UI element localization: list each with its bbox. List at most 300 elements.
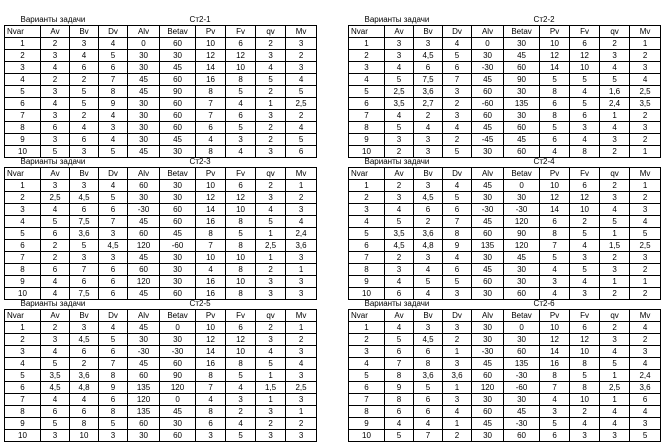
table-cell: 3	[256, 146, 286, 158]
column-header: Alv	[472, 168, 504, 180]
table-cell: 60	[128, 418, 160, 430]
table-cell: 6	[99, 346, 128, 358]
table-cell: 5	[443, 146, 472, 158]
column-header: Dv	[443, 26, 472, 38]
table-cell: 4	[349, 358, 385, 370]
table-cell: 5	[570, 370, 600, 382]
table-cell: 3	[256, 50, 286, 62]
table-cell: 30	[472, 50, 504, 62]
table-cell: 8	[70, 418, 99, 430]
table-cell: 4	[443, 180, 472, 192]
table-title-row	[349, 14, 661, 26]
table-cell: 12	[226, 334, 256, 346]
table-cell: 4,5	[414, 334, 443, 346]
table-cell: 4	[99, 180, 128, 192]
column-header: Bv	[414, 26, 443, 38]
table-row	[349, 252, 661, 264]
table-cell: 4	[600, 62, 630, 74]
table-cell: 3	[600, 430, 630, 442]
column-header: Pv	[196, 26, 226, 38]
table-cell: 3	[226, 394, 256, 406]
table-cell: 1	[349, 38, 385, 50]
table-cell: 2	[443, 134, 472, 146]
table-cell: 6	[41, 264, 70, 276]
column-header: Mv	[286, 168, 317, 180]
table-cell: -30	[504, 204, 540, 216]
table-cell: 4,8	[70, 382, 99, 394]
table-cell: 1	[286, 264, 317, 276]
table-cell: 3	[385, 192, 414, 204]
table-cell: 3	[286, 288, 317, 300]
table-cell: 3	[226, 134, 256, 146]
table-cell: 4	[570, 240, 600, 252]
table-cell: 2,5	[600, 382, 630, 394]
table-cell: 60	[160, 288, 196, 300]
table-cell: 3	[570, 288, 600, 300]
table-cell: 45	[160, 406, 196, 418]
column-header: Av	[385, 168, 414, 180]
table-row	[349, 358, 661, 370]
table-cell: 3	[196, 430, 226, 442]
table-cell: 10	[5, 430, 41, 442]
table-title-row	[5, 298, 317, 310]
table-cell: 60	[504, 346, 540, 358]
table-cell: 7	[70, 264, 99, 276]
table-cell: 4	[414, 418, 443, 430]
table-cell: 3	[630, 204, 661, 216]
table-cell: 3	[286, 394, 317, 406]
table-cell: 5	[286, 86, 317, 98]
table-cell: 60	[472, 86, 504, 98]
table-cell: 4	[41, 98, 70, 110]
column-header: Fv	[570, 26, 600, 38]
column-header: Dv	[99, 26, 128, 38]
table-cell: 3	[414, 252, 443, 264]
table-cell: 30	[128, 50, 160, 62]
table-cell: 1	[256, 228, 286, 240]
table-cell: 3	[349, 62, 385, 74]
table-cell: 10	[196, 38, 226, 50]
table-cell: 4,5	[70, 334, 99, 346]
table-cell: 2	[443, 334, 472, 346]
table-cell: 30	[472, 322, 504, 334]
table-row	[5, 134, 317, 146]
table-cell: 7	[443, 216, 472, 228]
table-cell: 5	[349, 86, 385, 98]
table-cell: 3	[41, 50, 70, 62]
table-cell: 2,4	[600, 98, 630, 110]
table-row	[349, 346, 661, 358]
table-cell: 8	[385, 394, 414, 406]
table-cell: -60	[472, 98, 504, 110]
variants-table-6	[348, 298, 660, 442]
column-header: qv	[600, 310, 630, 322]
table-cell: 5	[443, 276, 472, 288]
table-cell: 3,6	[286, 240, 317, 252]
table-cell: 90	[504, 228, 540, 240]
table-cell: 10	[540, 180, 570, 192]
table-cell: 9	[443, 240, 472, 252]
table-cell: 4	[349, 216, 385, 228]
table-cell: 1	[5, 38, 41, 50]
table-row	[5, 74, 317, 86]
table-cell: 6	[540, 98, 570, 110]
table-cell: 2	[5, 192, 41, 204]
table-header-row	[349, 168, 661, 180]
table-cell: 2	[414, 216, 443, 228]
table-cell: 45	[472, 180, 504, 192]
table-cell: 30	[504, 86, 540, 98]
table-cell: 10	[226, 204, 256, 216]
table-cell: 30	[128, 110, 160, 122]
column-header: Alv	[472, 310, 504, 322]
table-cell: 8	[196, 146, 226, 158]
table-cell: 8	[226, 74, 256, 86]
table-cell: 2	[443, 98, 472, 110]
table-cell: 6	[414, 406, 443, 418]
table-cell: 6	[99, 288, 128, 300]
table-cell: 5	[443, 50, 472, 62]
table-cell: 120	[504, 216, 540, 228]
table-cell: 10	[570, 346, 600, 358]
table-title: Варианты задачи	[20, 298, 86, 308]
table-cell: 2	[630, 192, 661, 204]
table-cell: 30	[160, 252, 196, 264]
table-cell: 5	[41, 216, 70, 228]
table-cell: 45	[128, 216, 160, 228]
table-cell: 4,5	[414, 192, 443, 204]
table-cell: 6	[443, 264, 472, 276]
table-row	[349, 180, 661, 192]
column-header: Fv	[570, 168, 600, 180]
table-cell: 6	[41, 228, 70, 240]
table-cell: 6	[570, 322, 600, 334]
table-cell: 135	[472, 240, 504, 252]
table-cell: 30	[472, 394, 504, 406]
table-cell: 5	[600, 74, 630, 86]
table-cell: 3,5	[630, 98, 661, 110]
table-row	[5, 382, 317, 394]
table-cell: 3	[41, 86, 70, 98]
table-row	[5, 86, 317, 98]
table-cell: 5	[540, 122, 570, 134]
table-cell: 3,6	[414, 228, 443, 240]
table-cell: 45	[504, 406, 540, 418]
column-header: Alv	[472, 26, 504, 38]
table-cell: 30	[160, 146, 196, 158]
table-cell: 3	[256, 406, 286, 418]
table-cell: 4	[286, 122, 317, 134]
table-cell: 1	[5, 322, 41, 334]
table-cell: 45	[128, 146, 160, 158]
table-cell: 4	[256, 62, 286, 74]
table-cell: -60	[504, 382, 540, 394]
table-row	[349, 122, 661, 134]
table-cell: 2	[256, 86, 286, 98]
table-cell: 7	[540, 382, 570, 394]
column-header: Mv	[630, 310, 661, 322]
table-cell: 3	[443, 322, 472, 334]
table-cell: 3	[99, 228, 128, 240]
table-cell: 2	[385, 146, 414, 158]
table-cell: 3,6	[70, 228, 99, 240]
table-cell: 6	[5, 382, 41, 394]
table-cell: 2	[5, 334, 41, 346]
table-cell: 8	[540, 370, 570, 382]
column-header: Fv	[226, 26, 256, 38]
table-header-row	[5, 168, 317, 180]
table-cell: 30	[504, 334, 540, 346]
table-cell: 10	[226, 252, 256, 264]
table-header-row	[5, 310, 317, 322]
table-cell: 2	[256, 134, 286, 146]
table-cell: 2	[70, 358, 99, 370]
table-cell: 2	[349, 192, 385, 204]
table-cell: 2,7	[414, 98, 443, 110]
table-cell: 2	[286, 192, 317, 204]
table-cell: 5	[41, 358, 70, 370]
table-cell: 6	[286, 146, 317, 158]
table-cell: 7	[99, 358, 128, 370]
table-cell: 3	[70, 146, 99, 158]
table-cell: 6	[349, 382, 385, 394]
table-cell: 6	[99, 394, 128, 406]
table-cell: 3	[414, 322, 443, 334]
table-cell: 2	[349, 334, 385, 346]
table-cell: 2	[630, 134, 661, 146]
table-cell: 10	[196, 322, 226, 334]
column-header: Fv	[570, 310, 600, 322]
table-cell: 4	[600, 406, 630, 418]
table-row	[5, 346, 317, 358]
table-cell: 8	[5, 122, 41, 134]
table-cell: 4	[5, 216, 41, 228]
table-title-row	[349, 298, 661, 310]
table-cell: 6	[385, 288, 414, 300]
table-row	[5, 228, 317, 240]
table-cell: 3	[41, 134, 70, 146]
table-cell: -30	[472, 346, 504, 358]
column-header: Pv	[540, 168, 570, 180]
table-cell: 4	[540, 288, 570, 300]
table-cell: 4	[600, 418, 630, 430]
table-cell: 3	[286, 252, 317, 264]
table-cell: 90	[160, 370, 196, 382]
table-row	[349, 430, 661, 442]
table-cell: 60	[160, 98, 196, 110]
table-cell: 0	[160, 322, 196, 334]
table-cell: 4	[385, 418, 414, 430]
table-row	[349, 240, 661, 252]
table-cell: 14	[540, 62, 570, 74]
table-cell: 2	[226, 406, 256, 418]
table-cell: 45	[504, 50, 540, 62]
table-cell: 60	[160, 38, 196, 50]
table-cell: 30	[160, 334, 196, 346]
table-cell: 8	[99, 370, 128, 382]
column-header: Nvar	[349, 26, 385, 38]
table-cell: 10	[70, 430, 99, 442]
table-cell: 4	[630, 322, 661, 334]
table-cell: 2	[256, 122, 286, 134]
table-cell: 6	[349, 98, 385, 110]
table-cell: 1	[630, 180, 661, 192]
table-cell: 45	[128, 322, 160, 334]
table-cell: 3	[41, 180, 70, 192]
column-header: Alv	[128, 168, 160, 180]
table-cell: 9	[349, 276, 385, 288]
table-cell: 9	[99, 98, 128, 110]
table-cell: 16	[196, 276, 226, 288]
table-cell: 4	[630, 74, 661, 86]
table-cell: 45	[128, 252, 160, 264]
table-code: Ст2-5	[189, 298, 211, 308]
table-cell: -30	[472, 62, 504, 74]
table-cell: 2	[70, 110, 99, 122]
table-cell: 1	[443, 418, 472, 430]
table-cell: 12	[226, 50, 256, 62]
table-cell: 2	[443, 430, 472, 442]
table-cell: 5	[99, 146, 128, 158]
table-cell: 3,6	[70, 370, 99, 382]
table-cell: 6	[226, 322, 256, 334]
table-cell: 2,5	[256, 240, 286, 252]
table-cell: 2,5	[286, 382, 317, 394]
table-cell: 5	[41, 418, 70, 430]
table-cell: 3	[5, 62, 41, 74]
table-cell: 135	[504, 358, 540, 370]
table-cell: 4	[600, 204, 630, 216]
table-cell: 6	[5, 98, 41, 110]
column-header: Av	[41, 26, 70, 38]
column-header: Mv	[286, 310, 317, 322]
table-cell: 30	[160, 264, 196, 276]
column-header: Bv	[414, 310, 443, 322]
table-cell: 6	[70, 134, 99, 146]
column-header: Bv	[70, 168, 99, 180]
column-header: Nvar	[5, 168, 41, 180]
table-cell: 5	[349, 370, 385, 382]
variants-table	[4, 156, 317, 300]
table-cell: 5	[226, 228, 256, 240]
table-cell: 3	[540, 406, 570, 418]
table-cell: 1	[600, 276, 630, 288]
table-cell: 14	[540, 346, 570, 358]
table-cell: 6	[540, 134, 570, 146]
table-cell: 5	[99, 192, 128, 204]
table-cell: 4	[540, 264, 570, 276]
table-cell: 4,5	[41, 382, 70, 394]
table-cell: 2	[630, 288, 661, 300]
table-cell: -45	[472, 134, 504, 146]
table-cell: 5	[414, 382, 443, 394]
table-cell: 8	[5, 406, 41, 418]
table-cell: 2,4	[630, 370, 661, 382]
table-cell: 30	[472, 146, 504, 158]
table-cell: 8	[196, 86, 226, 98]
table-cell: 30	[504, 264, 540, 276]
table-cell: 8	[349, 406, 385, 418]
table-cell: 5	[226, 370, 256, 382]
table-cell: 3	[349, 346, 385, 358]
table-cell: 2	[385, 180, 414, 192]
table-cell: 120	[128, 394, 160, 406]
table-cell: 7	[414, 430, 443, 442]
table-cell: 4	[570, 276, 600, 288]
table-cell: 4	[414, 122, 443, 134]
table-cell: 7	[5, 110, 41, 122]
table-cell: 1	[443, 382, 472, 394]
table-title-row	[349, 156, 661, 168]
table-cell: 4	[630, 216, 661, 228]
table-cell: 6	[540, 216, 570, 228]
table-cell: 3	[70, 38, 99, 50]
table-cell: 1	[256, 370, 286, 382]
table-cell: 2	[600, 38, 630, 50]
table-cell: 5	[443, 192, 472, 204]
table-cell: 7,5	[414, 74, 443, 86]
table-cell: 4	[41, 204, 70, 216]
table-cell: 2	[41, 240, 70, 252]
table-cell: 4	[99, 38, 128, 50]
table-cell: 60	[160, 74, 196, 86]
table-code: Ст2-3	[189, 156, 211, 166]
table-cell: 3	[5, 346, 41, 358]
table-cell: 7	[196, 240, 226, 252]
table-cell: 4	[226, 418, 256, 430]
table-title: Варианты задачи	[364, 156, 430, 166]
table-cell: 3	[570, 122, 600, 134]
column-header: Bv	[70, 310, 99, 322]
table-cell: 4	[5, 358, 41, 370]
table-row	[349, 98, 661, 110]
table-cell: 1	[443, 346, 472, 358]
table-cell: 3	[256, 288, 286, 300]
table-cell: 1,5	[256, 382, 286, 394]
table-cell: 2	[70, 74, 99, 86]
table-cell: 30	[128, 192, 160, 204]
variants-table	[348, 156, 661, 300]
table-cell: 3,6	[414, 370, 443, 382]
table-row	[349, 322, 661, 334]
table-cell: 4	[41, 346, 70, 358]
table-cell: 16	[196, 74, 226, 86]
table-row	[5, 358, 317, 370]
table-cell: 6	[385, 346, 414, 358]
column-header: Alv	[128, 310, 160, 322]
table-cell: 2	[385, 252, 414, 264]
table-cell: 8	[570, 146, 600, 158]
table-cell: 60	[128, 264, 160, 276]
table-row	[5, 180, 317, 192]
table-cell: 30	[504, 192, 540, 204]
table-cell: 30	[128, 134, 160, 146]
table-cell: 5	[385, 430, 414, 442]
table-cell: 4	[385, 322, 414, 334]
table-row	[5, 62, 317, 74]
table-cell: 3	[540, 276, 570, 288]
table-cell: 30	[472, 334, 504, 346]
table-cell: 120	[160, 382, 196, 394]
table-cell: 135	[504, 98, 540, 110]
table-cell: 3,5	[41, 370, 70, 382]
table-cell: 5	[226, 430, 256, 442]
table-cell: 3	[256, 334, 286, 346]
table-row	[349, 50, 661, 62]
table-cell: 7	[5, 252, 41, 264]
table-cell: 7	[99, 74, 128, 86]
column-header: qv	[256, 310, 286, 322]
